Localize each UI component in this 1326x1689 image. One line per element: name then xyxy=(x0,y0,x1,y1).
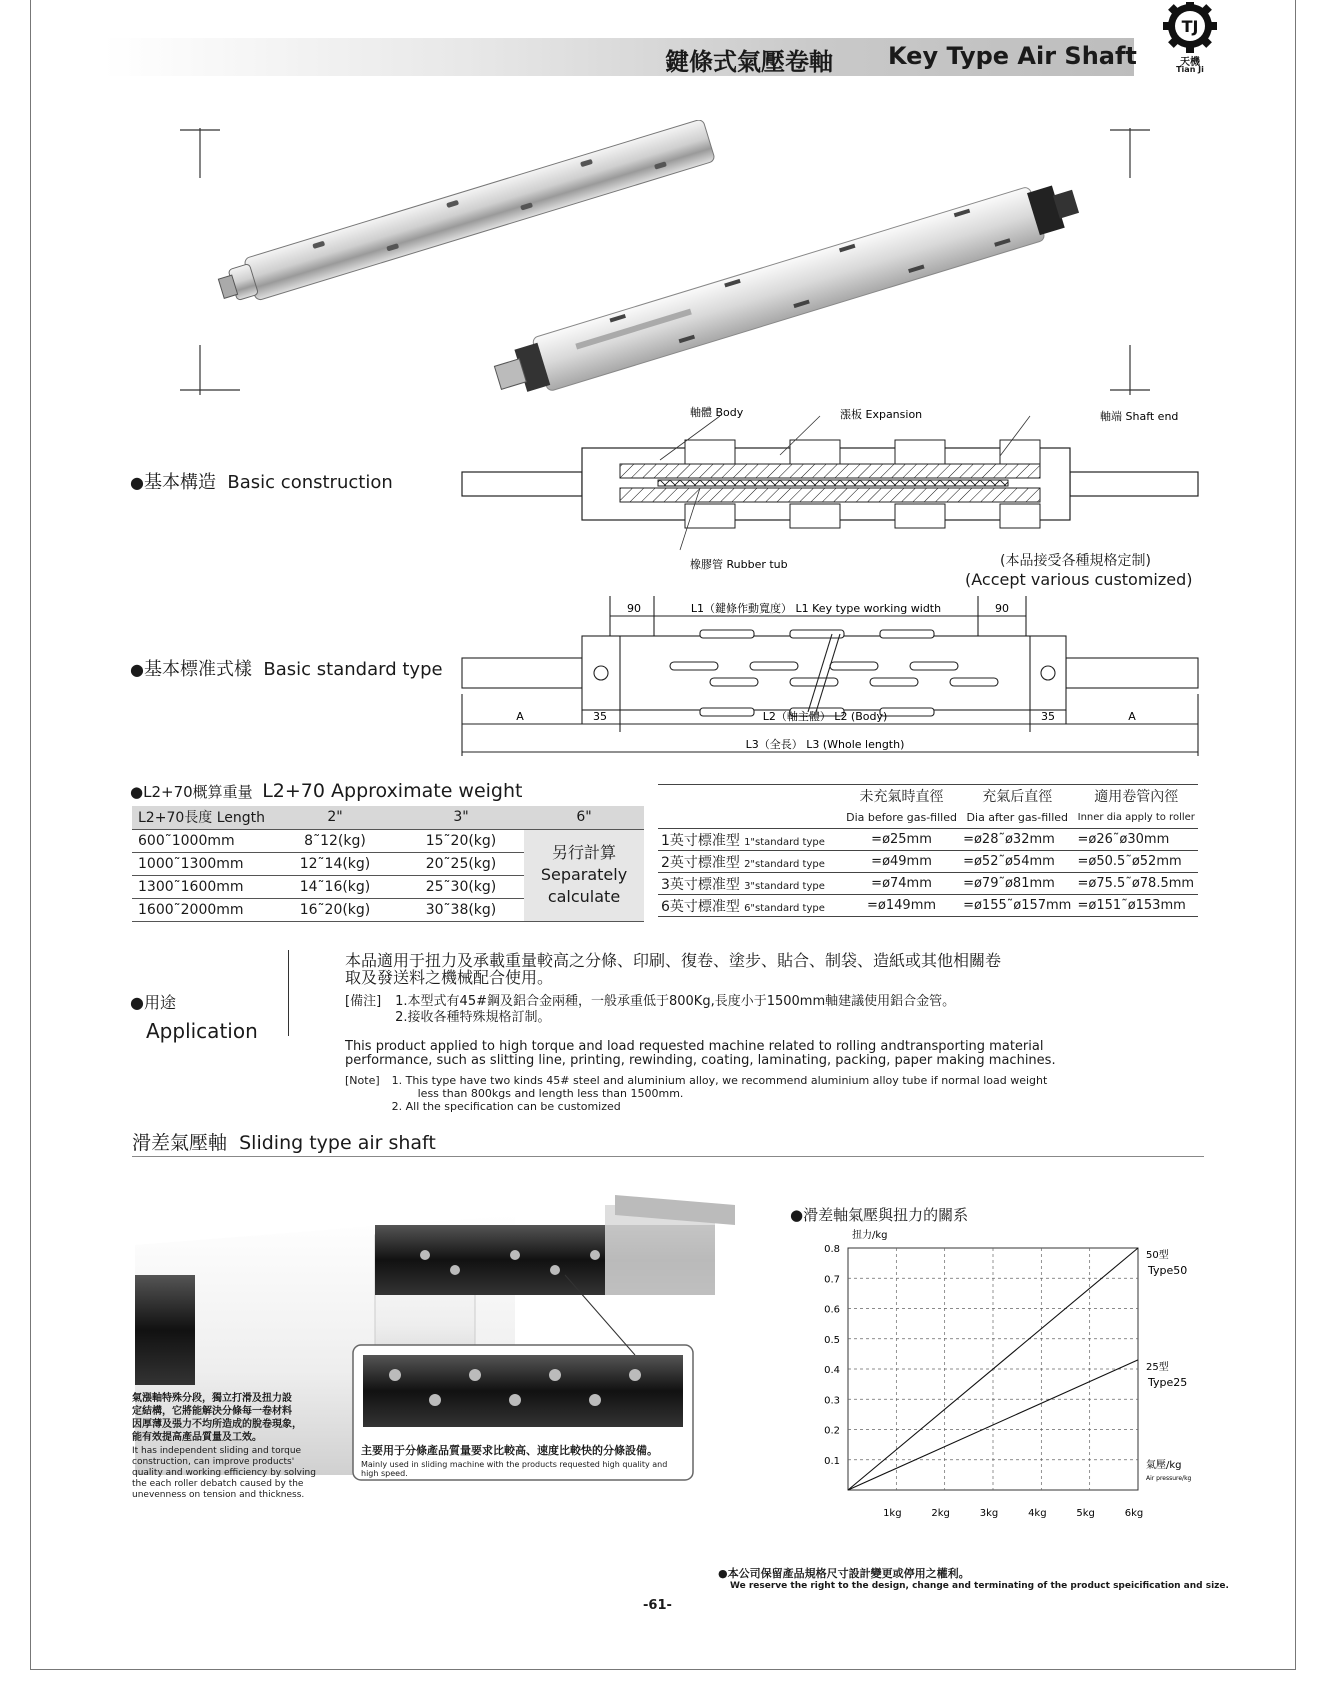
logo-mark: TJ xyxy=(1181,17,1199,36)
callout-expansion: 漲板 Expansion xyxy=(840,408,923,421)
chart-x-tick-label: 4kg xyxy=(1028,1508,1047,1519)
basic-standard-label: ●基本標准式樣 Basic standard type xyxy=(130,659,443,680)
dim-left-90: 90 xyxy=(627,602,641,615)
logo-text-cn: 天機 xyxy=(1180,57,1200,68)
chart-y-tick-label: 0.1 xyxy=(824,1455,840,1467)
dim-a-right: A xyxy=(1128,710,1136,723)
sliding-title: 滑差氣壓軸 Sliding type air shaft xyxy=(132,1132,436,1154)
diameter-table: 未充氣時直徑 充氣后直徑 適用卷管內徑 Dia before gas-filled Dia after gas-filled Inner dia apply to roller 1英寸標准型 1"standard type =ø25mm =ø28˜ø32mm =ø26˜ø30mm 2英寸標准型 2"standard type =ø49mm =ø52˜ø54mm =ø50.5˜ø52mm 3英寸標准型 3"standard type =ø74mm =ø79˜ø81mm =ø75.5˜ø78.5mm 6英寸標准型 6"standard type =ø149mm =ø155˜ø157mm =ø151˜ø153mm xyxy=(658,784,1198,917)
logo-text-en: Tian Ji xyxy=(1176,65,1204,74)
sliding-description: 氣漲軸特殊分段，獨立打滑及扭力設 定結構，它將能解決分條每一卷材料 因厚薄及張力不均所造成的脫卷現象， 能有效提高產品質量及工效。 It has independent sliding and torque construction, can improve products' quality and working efficiency by solving the each roller debatch caused by the unevenness on tension and thickness. xyxy=(132,1393,316,1500)
chart-y-tick-label: 0.8 xyxy=(824,1244,840,1255)
chart-x-tick-label: 5kg xyxy=(1076,1508,1095,1519)
chart-y-tick-label: 0.2 xyxy=(824,1425,840,1437)
chart-x-tick-label: 6kg xyxy=(1124,1508,1144,1519)
header-title-en: Key Type Air Shaft xyxy=(888,42,1137,70)
table-row: 2英寸標准型 2"standard type =ø49mm =ø52˜ø54mm =ø50.5˜ø52mm xyxy=(658,851,1198,873)
table-row: 6英寸標准型 6"standard type =ø149mm =ø155˜ø157mm =ø151˜ø153mm xyxy=(658,895,1198,917)
weight-six-cn: 另行計算 xyxy=(551,843,616,862)
weight-header-length: L2+70長度 Length xyxy=(132,806,272,829)
dim-l3: L3（全長） L3 (Whole length) xyxy=(745,738,905,751)
weight-title: ●L2+70概算重量 L2+70 Approximate weight xyxy=(130,780,523,802)
table-row: 1000˜1300mm 12˜14(kg) 20˜25(kg) xyxy=(132,852,644,875)
dim-left-35: 35 xyxy=(593,710,607,723)
chart-x-tick-label: 1kg xyxy=(883,1508,902,1519)
table-row: 1英寸標准型 1"standard type =ø25mm =ø28˜ø32mm =ø26˜ø30mm xyxy=(658,829,1198,851)
sliding-inset-caption: 主要用于分條產品質量要求比較高、速度比較快的分條設備。 Mainly used in sliding machine with the products requested high quality and high speed. xyxy=(361,1444,668,1478)
chart-x-tick-label: 3kg xyxy=(979,1508,999,1519)
callout-rubber-tub: 橡膠管 Rubber tub xyxy=(690,558,788,571)
chart-series-label-cn: 25型 xyxy=(1146,1361,1169,1373)
application-divider xyxy=(288,950,289,1036)
dim-l2: L2（軸主體） L2 (Body) xyxy=(762,710,888,723)
chart-y-tick-label: 0.6 xyxy=(824,1304,840,1316)
footer-notice: ●本公司保留產品規格尺寸設計變更或停用之權利。 We reserve the right to the design, change and terminating of the product speicification and size. xyxy=(718,1567,1229,1591)
application-label: ●用途 Application xyxy=(130,993,258,1043)
torque-pressure-chart xyxy=(800,1222,1200,1522)
weight-six-en: Separately calculate xyxy=(540,865,628,906)
customized-cn: (本品接受各種規格定制) xyxy=(1000,553,1151,569)
header-title-cn: 鍵條式氣壓卷軸 xyxy=(665,48,833,76)
chart-y-axis-label: 扭力/kg xyxy=(852,1230,888,1241)
sliding-rule xyxy=(132,1156,1204,1157)
chart-title: ●滑差軸氣壓與扭力的關系 xyxy=(790,1206,969,1224)
basic-construction-label: ●基本構造 Basic construction xyxy=(130,472,393,493)
chart-x-axis-label-en: Air pressure/kg xyxy=(1146,1475,1192,1482)
callout-shaft-end: 軸端 Shaft end xyxy=(1100,410,1179,423)
dim-a-left: A xyxy=(516,710,524,723)
chart-x-tick-label: 2kg xyxy=(931,1508,950,1519)
table-row: 1600˜2000mm 16˜20(kg) 30˜38(kg) xyxy=(132,898,644,921)
table-row: 1300˜1600mm 14˜16(kg) 25˜30(kg) xyxy=(132,875,644,898)
weight-header-2: 2" xyxy=(272,806,398,829)
weight-table xyxy=(132,806,644,922)
chart-y-tick-label: 0.5 xyxy=(824,1334,840,1346)
customized-en: (Accept various customized) xyxy=(965,570,1193,589)
chart-series-label: Type25 xyxy=(1148,1375,1188,1389)
standard-diagram xyxy=(460,596,1200,776)
chart-y-tick-label: 0.3 xyxy=(824,1395,840,1407)
table-row: 600˜1000mm 8˜12(kg) 15˜20(kg) 另行計算 Separately calculate xyxy=(132,829,644,852)
chart-x-axis-label: 氣壓/kg xyxy=(1146,1460,1182,1471)
product-photo xyxy=(180,120,1160,405)
chart-y-tick-label: 0.7 xyxy=(824,1274,840,1286)
chart-series-label-cn: 50型 xyxy=(1146,1250,1169,1261)
dim-right-90: 90 xyxy=(995,602,1009,615)
weight-header-3: 3" xyxy=(398,806,524,829)
dim-right-35: 35 xyxy=(1041,710,1055,723)
page-number: -61- xyxy=(643,1598,672,1613)
table-row: 3英寸標准型 3"standard type =ø74mm =ø79˜ø81mm =ø75.5˜ø78.5mm xyxy=(658,873,1198,895)
chart-y-tick-label: 0.4 xyxy=(824,1365,840,1376)
weight-header-6: 6" xyxy=(524,806,644,829)
callout-body: 軸體 Body xyxy=(690,406,744,419)
chart-series-label: Type50 xyxy=(1148,1264,1188,1277)
application-body: 本品適用于扭力及承載重量較高之分條、印刷、復卷、塗步、貼合、制袋、造紙或其他相關卷 取及發送料之機械配合使用。 [備注] 1.本型式有45#鋼及鋁合金兩種，一般承重低于800Kg,長度小于1500mm軸建議使用鋁合金管。 2.接收各種特殊規格訂制。 This product applied to high torque and load requested machine related to rolling andtransporting material performance, such as slitting line, printing, rewinding, coating, laminating, packing, paper making machines. [Note] 1. This type have two kinds 45# steel and aluminium alloy, we recommend aluminium alloy tube if normal load weight less than 800kgs and length less than 1500mm. 2. All the specification can be customized xyxy=(345,951,1056,1113)
dim-l1: L1（鍵條作動寬度） L1 Key type working width xyxy=(690,602,942,615)
